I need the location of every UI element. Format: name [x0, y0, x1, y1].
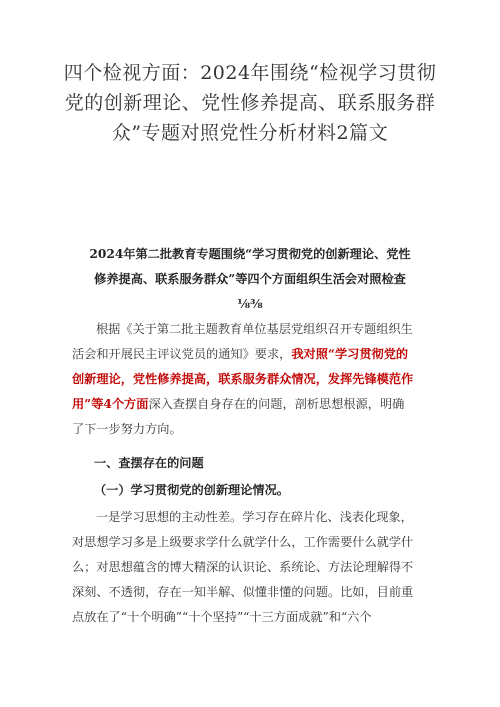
title-line: 党的创新理论、党性修养提高、联系服务群 — [64, 92, 436, 114]
title-line: 四个检视方面：2024年围绕“检视学习贯彻 — [63, 62, 437, 84]
paragraph-line — [72, 342, 440, 367]
paragraph-line: 么；对思想蕴含的博大精深的认识论、系统论、方法论理解得不 — [72, 560, 414, 574]
subtitle-line: 修养提高、联系服务群众”等四个方面组织生活会对照检查 — [94, 272, 406, 286]
paragraph-line — [72, 392, 440, 417]
title-line: 众”专题对照党性分析材料2篇文 — [111, 122, 389, 144]
body-paragraph — [72, 505, 440, 630]
subtitle-line: 2024年第二批教育专题围绕“学习贯彻党的创新理论、党性 — [89, 247, 411, 261]
paragraph-line: 了下一步努力方向。 — [72, 422, 182, 436]
highlighted-line: 创新理论，党性修养提高，联系服务群众情况，发挥先锋模范作 — [72, 372, 414, 386]
subtitle-line: ⅛⅜ — [237, 297, 263, 311]
intro-paragraph — [72, 317, 440, 442]
section-heading: 一、查摆存在的问题 — [94, 456, 204, 470]
paragraph-line: 点放在了“十个明确”“十个坚持”“十三方面成就”和“六个 — [72, 610, 372, 624]
paragraph-line: 一是学习思想的主动性差。学习存在碎片化、浅表化现象， — [96, 510, 413, 524]
document-title — [50, 58, 450, 148]
paragraph-text: 深入查摆自身存在的问题，剖析思想根源，明确 — [148, 397, 405, 411]
subsection-heading: （一）学习贯彻党的创新理论情况。 — [94, 483, 289, 497]
highlighted-text: 用”等4个方面 — [72, 397, 149, 411]
paragraph-line: 对思想学习多是上级要求学什么就学什么，工作需要什么就学什 — [72, 535, 414, 549]
paragraph-line: 根据《关于第二批主题教育单位基层党组织召开专题组织生 — [96, 322, 413, 336]
paragraph-text: 活会和开展民主评议党员的通知》要求， — [72, 347, 292, 361]
highlighted-text: 我对照“学习贯彻党的 — [291, 347, 409, 361]
section-title — [60, 242, 440, 317]
paragraph-line: 深刻、不透彻，存在一知半解、似懂非懂的问题。比如，目前重 — [72, 585, 414, 599]
